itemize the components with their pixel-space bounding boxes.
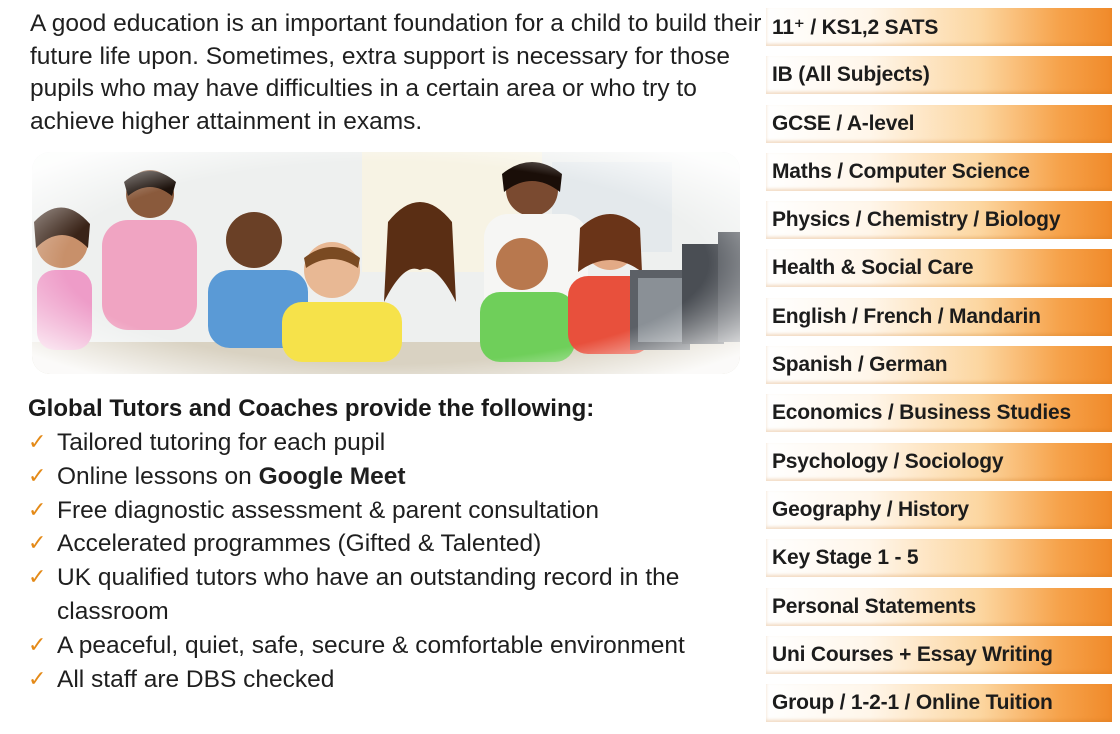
benefit-text: Free diagnostic assessment & parent consultation	[57, 496, 600, 524]
check-icon: ✓	[28, 463, 47, 489]
subject-label: English / French / Mandarin	[772, 304, 1041, 328]
subject-bar	[766, 153, 1112, 191]
subject-bar	[766, 346, 1112, 384]
subject-bar	[766, 491, 1112, 529]
benefit-item	[28, 460, 748, 494]
provide-heading: Global Tutors and Coaches provide the following:	[28, 395, 595, 422]
benefit-text: Online lessons on	[57, 462, 259, 490]
check-icon: ✓	[28, 531, 47, 557]
benefit-text: UK qualified tutors who have an outstanding record in the classroom	[57, 564, 680, 625]
benefit-text: Accelerated programmes (Gifted & Talented)	[57, 530, 542, 558]
subject-bar	[766, 298, 1112, 336]
benefit-text: A peaceful, quiet, safe, secure & comfortable environment	[57, 631, 685, 659]
benefit-item	[28, 527, 748, 561]
subject-label: Physics / Chemistry / Biology	[772, 208, 1061, 232]
benefit-item	[28, 663, 748, 697]
check-icon: ✓	[28, 666, 47, 692]
check-icon: ✓	[28, 430, 47, 455]
subject-label: Uni Courses + Essay Writing	[772, 642, 1053, 666]
subject-label: 11⁺ / KS1,2 SATS	[772, 16, 939, 39]
subject-bar	[766, 105, 1112, 143]
benefit-text: Tailored tutoring for each pupil	[57, 429, 386, 456]
benefits-list	[28, 426, 748, 696]
subject-label: GCSE / A-level	[772, 111, 915, 135]
subject-label: Key Stage 1 - 5	[772, 546, 919, 570]
subjects-list	[766, 8, 1112, 732]
check-icon: ✓	[28, 565, 47, 591]
classroom-photo-illustration	[32, 152, 740, 374]
subject-label: Health & Social Care	[772, 256, 974, 280]
subject-label: Geography / History	[772, 497, 969, 521]
check-icon: ✓	[28, 497, 47, 523]
subject-bar	[766, 201, 1112, 239]
benefit-item	[28, 561, 748, 629]
classroom-photo	[32, 152, 740, 374]
subject-bar	[766, 56, 1112, 94]
subject-label: Personal Statements	[772, 594, 976, 618]
subject-bar	[766, 8, 1112, 46]
check-icon: ✓	[28, 632, 47, 658]
benefit-emphasis: Google Meet	[258, 462, 406, 490]
subject-bar	[766, 684, 1112, 722]
subject-label: Maths / Computer Science	[772, 159, 1030, 183]
subject-label: Group / 1-2-1 / Online Tuition	[772, 691, 1053, 715]
subject-bar	[766, 443, 1112, 481]
subject-label: Spanish / German	[772, 353, 948, 377]
subject-bar	[766, 539, 1112, 577]
benefit-item	[28, 426, 748, 460]
subject-label: IB (All Subjects)	[772, 63, 930, 87]
subject-bar	[766, 588, 1112, 626]
subject-bar	[766, 394, 1112, 432]
intro-paragraph: A good education is an important foundation for a child to build their future life upon. Sometimes, extra support is necessary for those pupils who may have difficulties in a certain area or who try to achieve higher attainment in exams.	[30, 10, 762, 135]
subject-label: Psychology / Sociology	[772, 449, 1004, 473]
benefit-item	[28, 494, 748, 528]
benefit-item	[28, 629, 748, 663]
benefit-text: All staff are DBS checked	[57, 665, 335, 693]
subject-label: Economics / Business Studies	[772, 401, 1071, 425]
subject-bar	[766, 249, 1112, 287]
subject-bar	[766, 636, 1112, 674]
